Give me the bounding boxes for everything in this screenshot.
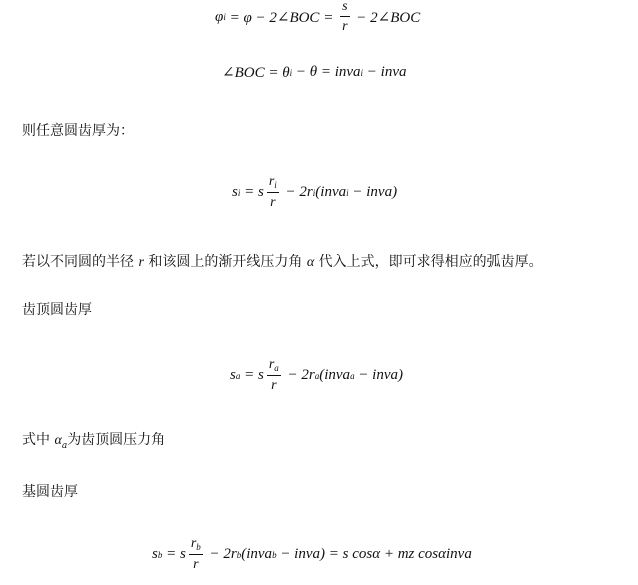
text-arbitrary-circle-thickness: 则任意圆齿厚为： bbox=[22, 123, 134, 139]
heading-base-circle-thickness: 基圆齿厚 bbox=[22, 484, 78, 500]
formula-s-i: s i = s $\frac{r_i}{r}$ − 2r i (inva i − inva) bbox=[232, 174, 398, 210]
formula-phi-i: φ i = φ − 2∠BOC = $\frac{s}{r}$ − 2∠BOC bbox=[215, 0, 421, 34]
formula-s-b: s b = s $\frac{r_b}{r}$ − 2r b (inva b − inva) = s cosα + mz cosαinva bbox=[152, 536, 472, 572]
heading-tip-circle-thickness: 齿顶圆齿厚 bbox=[22, 302, 92, 318]
text-alpha-a-definition: 式中 $\alpha_a$为齿顶圆压力角 bbox=[22, 432, 166, 451]
formula-s-a: s a = s $\frac{r_a}{r}$ − 2r a (inva a − inva) bbox=[230, 357, 404, 393]
text-substitution-note: 若以不同圆的半径 r 和该圆上的渐开线压力角 α 代入上式，即可求得相应的弧齿厚。 bbox=[22, 254, 543, 270]
formula-angle-boc: ∠BOC = θ i − θ = inva i − inva bbox=[222, 64, 407, 81]
